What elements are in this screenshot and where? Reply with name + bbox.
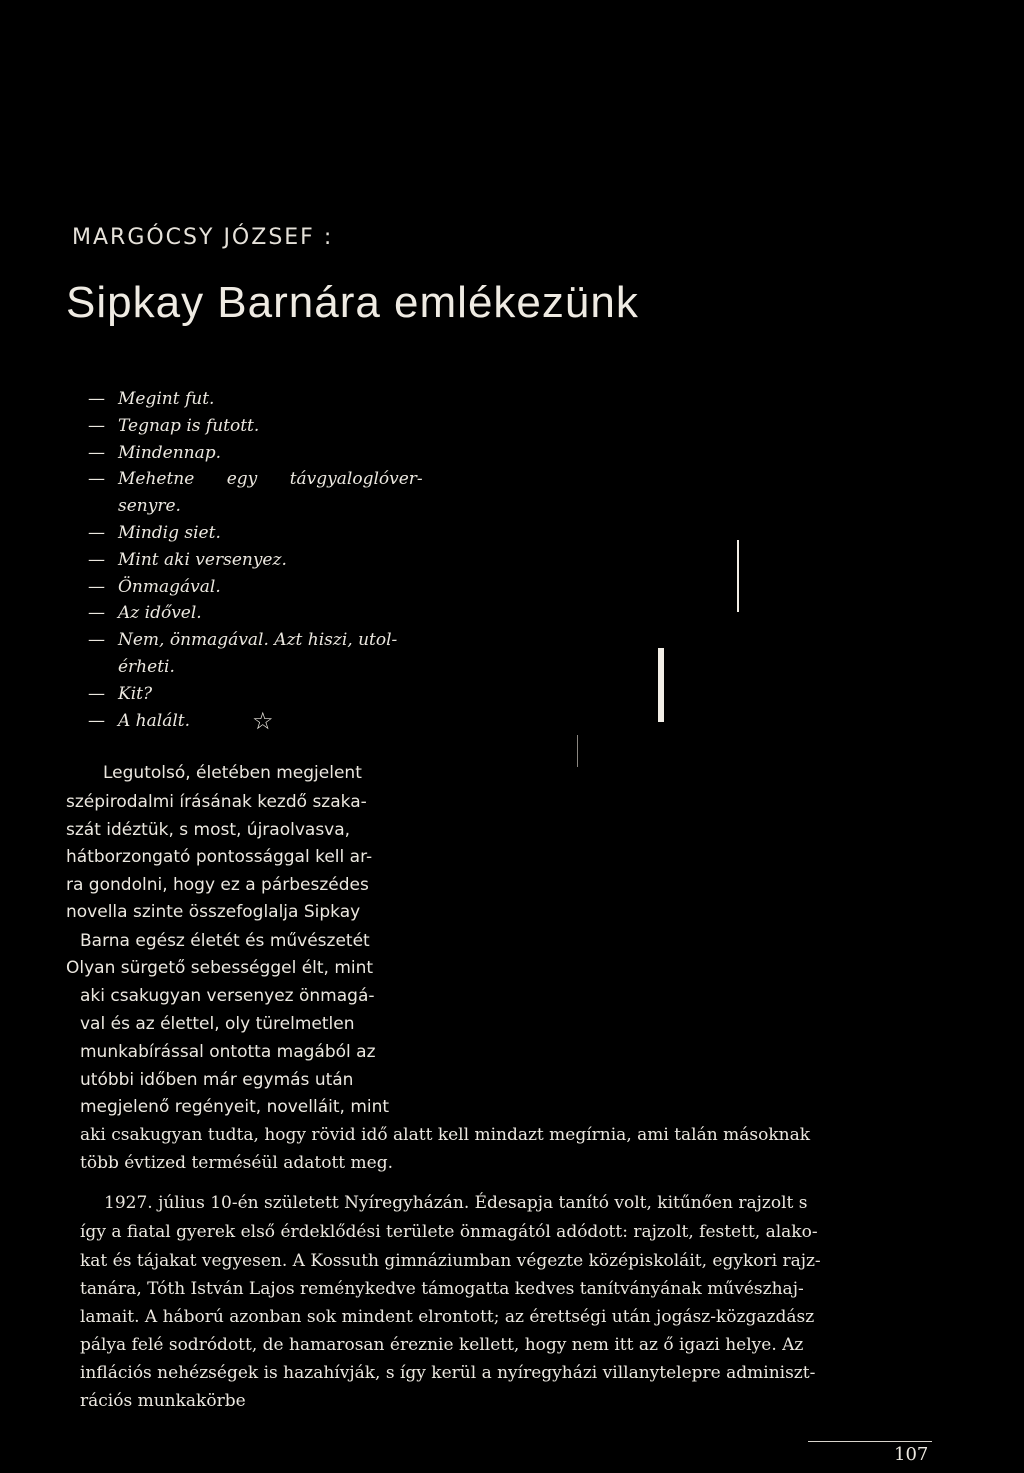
body-line: kat és tájakat vegyesen. A Kossuth gimnáziumban végezte középiskoláit, egykori rajz-	[80, 1251, 821, 1271]
column-line: megjelenő regényeit, novelláit, mint	[80, 1097, 390, 1117]
vertical-rule-thick	[658, 648, 664, 722]
vertical-rule-dotted	[577, 735, 578, 767]
column-line: szát idéztük, s most, újraolvasva,	[66, 820, 351, 840]
dialogue-line: — Mint aki versenyez.	[88, 549, 287, 570]
body-line: inflációs nehézségek is hazahívják, s így kerül a nyíregyházi villanytelepre adminiszt-	[80, 1363, 816, 1383]
column-line: hátborzongató pontossággal kell ar-	[66, 847, 373, 867]
star-separator-icon: ☆	[252, 707, 274, 735]
body-line: tanára, Tóth István Lajos reménykedve támogatta kedves tanítványának művészhaj-	[80, 1279, 804, 1299]
body-line: rációs munkakörbe	[80, 1391, 246, 1411]
column-line: aki csakugyan versenyez önmagá-	[80, 986, 375, 1006]
column-line: novella szinte összefoglalja Sipkay	[66, 902, 361, 922]
dialogue-line: — Önmagával.	[88, 576, 221, 597]
dialogue-line: — Tegnap is futott.	[88, 415, 260, 436]
page-number-rule	[808, 1441, 932, 1442]
column-line: munkabírással ontotta magából az	[80, 1042, 376, 1062]
page-number: 107	[894, 1444, 929, 1465]
body-line: pálya felé sodródott, de hamarosan éreznie kellett, hogy nem itt az ő igazi helye. Az	[80, 1335, 804, 1355]
dialogue-line: — Mindig siet.	[88, 523, 221, 543]
body-line: több évtized terméséül adatott meg.	[80, 1153, 393, 1173]
dialogue-line: érheti.	[118, 657, 175, 677]
vertical-rule-thin	[737, 540, 739, 612]
author-name: MARGÓCSY JÓZSEF :	[72, 225, 334, 250]
column-line: val és az élettel, oly türelmetlen	[80, 1014, 355, 1034]
column-line: szépirodalmi írásának kezdő szaka-	[66, 792, 367, 812]
dialogue-line: — Mindennap.	[88, 442, 222, 463]
body-line: aki csakugyan tudta, hogy rövid idő alatt kell mindazt megírnia, ami talán másoknak	[80, 1125, 811, 1145]
dialogue-line: — A halált.	[88, 710, 191, 731]
dialogue-line: — Kit?	[88, 683, 153, 704]
dialogue-line: — Megint fut.	[88, 389, 215, 409]
column-line: Barna egész életét és művészetét	[80, 931, 370, 951]
body-line: lamait. A háború azonban sok mindent elrontott; az érettségi után jogász-közgazdász	[80, 1307, 815, 1327]
column-line: utóbbi időben már egymás után	[80, 1070, 354, 1090]
column-line: ra gondolni, hogy ez a párbeszédes	[66, 875, 369, 895]
dialogue-line: — Mehetne egy távgyaloglóver-	[88, 469, 423, 490]
body-line: 1927. július 10-én született Nyíregyházán. Édesapja tanító volt, kitűnően rajzolt s	[104, 1193, 808, 1213]
article-title: Sipkay Barnára emlékezünk	[66, 278, 639, 327]
column-line: Legutolsó, életében megjelent	[103, 763, 362, 783]
column-line: Olyan sürgető sebességgel élt, mint	[66, 958, 374, 978]
dialogue-line: — Nem, önmagával. Azt hiszi, utol-	[88, 630, 398, 651]
dialogue-line: senyre.	[118, 496, 181, 517]
dialogue-line: — Az idővel.	[88, 603, 202, 624]
body-line: így a fiatal gyerek első érdeklődési területe önmagától adódott: rajzolt, festett, alako-	[80, 1222, 818, 1242]
